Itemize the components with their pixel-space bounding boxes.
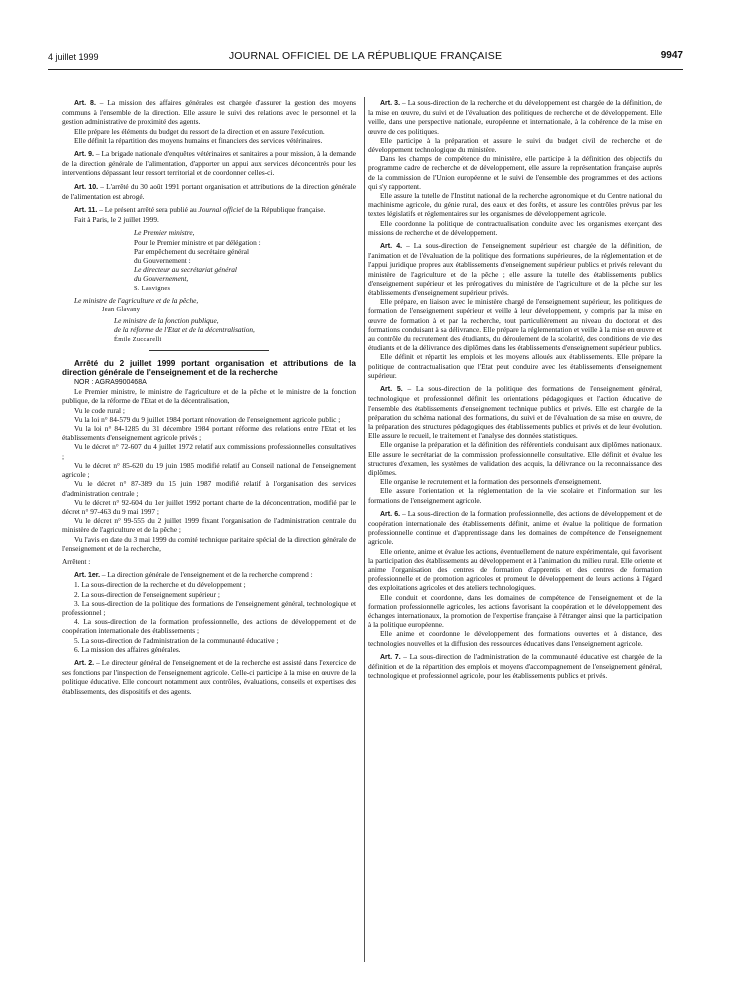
article-text: – La sous-direction de la politique des formations de l'enseignement général, technologique et professionnel définit les orientations pédagogiques et l'action éducative de l'ensemble des établissements d'enseignement technique publics et privés. Elle est chargée de la préparation du schéma national des formations, du suivi et de l'évaluation de sa mise en œuvre, de la préparation des structures pédagogiques des établissements publics et privés et de leur évolution. Elle assure le recueil, le traitement et l'analyse des données statistiques. (368, 384, 662, 441)
journal-name: Journal officiel (198, 205, 244, 215)
article-label: Art. 7. (380, 653, 401, 661)
article-label: Art. 5. (380, 386, 403, 394)
arrete-title: Arrêté du 2 juillet 1999 portant organisation et attributions de la direction générale de l'enseignement et de la recherche (62, 358, 356, 378)
art5-paragraph (368, 384, 662, 440)
preamble: Le Premier ministre, le ministre de l'agriculture et de la pêche et le ministre de la fonction publique, de la réforme de l'Etat et de la décentralisation, (62, 387, 356, 406)
paragraph: Elle conduit et coordonne, dans les domaines de compétence de l'enseignement et de la formation professionnelle agricoles, les actions favorisant la coopération et le développement des échanges internationaux, la promotion de l'expertise française à l'étranger ainsi que la participation à la politique européenne. (368, 592, 662, 630)
art10-paragraph (62, 182, 356, 201)
signatory-name: S. Lasvignes (134, 284, 171, 292)
header-page-number: 9947 (660, 50, 683, 61)
art11-paragraph (62, 205, 356, 215)
article-text: de la République française. (243, 205, 326, 215)
signature-line: Le directeur au secrétariat général (134, 265, 237, 275)
signature-block-fonction-publique (62, 316, 356, 344)
article-label: Art. 1er. (74, 572, 101, 580)
paragraph: Elle anime et coordonne le développement des formations ouvertes et à distance, des technologies nouvelles et la diffusion des ressources éducatives dans l'enseignement agricole. (368, 629, 662, 648)
article-label: Art. 4. (380, 243, 403, 251)
article-text: – La mission des affaires générales est chargée d'assurer la gestion des moyens communs à l'ensemble de la direction. Elle assure le suivi des relations avec le personnel et la gestion administrative de proximité des agents. (62, 98, 357, 127)
art6-paragraph (368, 509, 662, 547)
signature-line: du Gouvernement, (134, 274, 189, 284)
list-item: 3. La sous-direction de la politique des formations de l'enseignement général, technologique et professionnel ; (62, 598, 356, 617)
art7-paragraph (368, 652, 662, 681)
signature-line: Par empêchement du secrétaire général (134, 246, 249, 256)
paragraph: Dans les champs de compétence du ministère, elle participe à la définition des objectifs du programme cadre de recherche et de développement, elle assure la représentation française auprès de la commission de l'Union européenne et le suivi de l'ensemble des programmes et des actions qui s'y rapportent. (368, 154, 662, 191)
article-text: – La direction générale de l'enseignement et de la recherche comprend : (100, 570, 313, 580)
signature-block-premier-ministre (62, 228, 356, 292)
page-header (48, 50, 683, 66)
paragraph: Elle assure l'orientation et la réglementation de la vie scolaire et l'information sur les formations de l'enseignement agricole. (368, 486, 662, 505)
signatory-name: Émile Zuccarelli (114, 335, 162, 343)
list-item: 6. La mission des affaires générales. (74, 644, 181, 654)
paragraph: Elle prépare les éléments du budget du ressort de la direction et en assure l'exécution. (74, 126, 325, 136)
art1-paragraph (62, 570, 356, 580)
article-text: – La sous-direction de la formation professionnelle, des actions de développement et de coopération internationale des établissements définit, anime et évalue la politique de formation professionnelle continue et d'apprentissage dans les domaines de compétence de l'enseignement agricole. (368, 508, 662, 547)
article-label: Art. 11. (74, 207, 98, 215)
column-divider (364, 97, 365, 962)
visa: Vu le code rural ; (74, 405, 125, 415)
right-column (368, 98, 662, 680)
paragraph: Elle définit et répartit les emplois et les moyens alloués aux établissements. Elle prépare la politique de contractualisation que l'Etat peut conduire avec les établissements d'enseignement supérieur. (368, 352, 662, 380)
signature-line: Le ministre de l'agriculture et de la pêche, (74, 295, 199, 305)
visa: Vu le décret n° 92-604 du 1er juillet 1992 portant charte de la déconcentration, modifié par le décret n° 97-463 du 9 mai 1997 ; (62, 497, 356, 516)
art3-paragraph (368, 98, 662, 136)
paragraph: Elle oriente, anime et évalue les actions, éventuellement de nature expérimentale, qui favorisent la participation des établissements au développement et à l'animation du milieu rural. Elle oriente et anime l'organisation des centres de formation d'apprentis et des centres de formation professionnelle et de promotion agricoles et promeut le développement de leurs actions à l'égard des exploitations agricoles et des ateliers technologiques. (368, 546, 662, 593)
header-date: 4 juillet 1999 (48, 52, 99, 62)
visa: Vu le décret n° 99-555 du 2 juillet 1999 fixant l'organisation de l'administration centrale du ministère de l'agriculture et de la pêche ; (62, 516, 356, 535)
article-label: Art. 9. (74, 151, 94, 159)
signature-line: Le Premier ministre, (134, 228, 195, 238)
nor-reference: NOR : AGRA9900468A (74, 379, 147, 387)
article-label: Art. 2. (74, 659, 95, 667)
list-item: 4. La sous-direction de la formation professionnelle, des actions de développement et de coopération internationale des établissements ; (62, 617, 356, 636)
fait-a-paris: Fait à Paris, le 2 juillet 1999. (74, 215, 159, 225)
paragraph: Elle organise la préparation et la définition des référentiels conduisant aux diplômes nationaux. Elle assure le secrétariat de la commission professionnelle consultative. Elle définit et évalue les structures d'examen, les systèmes de validation des acquis, la délivrance ou la reconnaissance des diplômes. (368, 440, 662, 477)
visa: Vu la loi n° 84-1285 du 31 décembre 1984 portant réforme des relations entre l'Etat et les établissements d'enseignement agricole privés ; (62, 424, 356, 443)
art9-paragraph (62, 149, 356, 178)
section-separator (149, 350, 269, 351)
art4-paragraph (368, 241, 662, 297)
visa: Vu la loi n° 84-579 du 9 juillet 1984 portant rénovation de l'enseignement agricole public ; (74, 414, 341, 424)
signature-line: du Gouvernement : (134, 256, 191, 266)
signature-line: de la réforme de l'Etat et de la décentralisation, (114, 325, 255, 335)
article-text: – La brigade nationale d'enquêtes vétérinaires et sanitaires a pour mission, à la demande de la direction générale de l'alimentation, d'apporter un appui aux services déconcentrés pour les interventions dépassant leur ressort territorial et de coordonner celles-ci. (62, 149, 356, 178)
header-title: JOURNAL OFFICIEL DE LA RÉPUBLIQUE FRANÇAISE (228, 50, 503, 62)
header-rule (48, 69, 683, 70)
signature-block-agriculture (62, 296, 356, 314)
paragraph: Elle organise le recrutement et la formation des personnels d'enseignement. (380, 477, 602, 487)
article-label: Art. 3. (380, 100, 401, 107)
visa: Vu l'avis en date du 3 mai 1999 du comité technique paritaire spécial de la direction générale de l'enseignement et de la recherche, (62, 534, 356, 553)
list-item: 2. La sous-direction de l'enseignement supérieur ; (74, 589, 220, 599)
arretent: Arrêtent : (62, 556, 91, 566)
signature-line: Le ministre de la fonction publique, (114, 316, 219, 326)
paragraph: Elle coordonne la politique de contractualisation conduite avec les organismes exerçant des missions de recherche et de développement. (368, 218, 662, 237)
article-label: Art. 6. (380, 510, 401, 518)
visa: Vu le décret n° 87-389 du 15 juin 1987 modifié relatif à l'organisation des services d'administration centrale ; (62, 479, 356, 498)
signatory-name: Jean Glavany (102, 306, 141, 314)
paragraph: Elle participe à la préparation et assure le suivi du budget civil de recherche et de développement technologique du ministère. (368, 135, 662, 155)
article-text: – Le présent arrêté sera publié au (97, 205, 199, 215)
visa: Vu le décret n° 72-607 du 4 juillet 1972 relatif aux commissions professionnelles consultatives ; (62, 442, 356, 461)
article-text: – La sous-direction de l'enseignement supérieur est chargée de la définition, de l'animation et de l'évaluation de la politique des formations supérieures, de la réglementation et de l'appui juridique propres aux établissements d'enseignement supérieur publics et privés relevant du ministère de l'agriculture et de la pêche ; elle assure la tutelle des établissements publics d'enseignement supérieur et les prérogatives du ministère de l'agriculture et de la pêche sur les établissements d'enseignement supérieur privés. (368, 241, 662, 298)
signature-line: Pour le Premier ministre et par délégation : (134, 237, 261, 247)
article-label: Art. 8. (74, 100, 96, 107)
paragraph: Elle assure la tutelle de l'Institut national de la recherche agronomique et du Centre national du machinisme agricole, du génie rural, des eaux et des forêts, et assure les contrôles prévus par les textes législatifs et réglementaires sur les organismes de développement agricole. (368, 191, 662, 219)
article-text: – La sous-direction de l'administration de la communauté éducative est chargée de la définition et de la répartition des emplois et moyens d'accompagnement de l'enseignement général, technologique et professionnel agricole, pour les établissements publics et privés. (368, 651, 662, 681)
paragraph: Elle prépare, en liaison avec le ministère chargé de l'enseignement supérieur, les politiques de formation de l'enseignement supérieur et veille à leur développement, y compris par la mise en œuvre de formation à et par la recherche, tout particulièrement au niveau du doctorat et des formations conduisant à sa délivrance. Elle prépare la réglementation et veille à la mise en œuvre et au contrôle du recrutement des étudiants, du déroulement de la scolarité, des conditions de vie des étudiants et de la délivrance des diplômes dans les établissements d'enseignement supérieur publics. (368, 297, 662, 353)
article-text: – Le directeur général de l'enseignement et de la recherche est assisté dans l'exercice de ses fonctions par l'inspection de l'enseignement agricole. Celle-ci participe à la mise en œuvre de la politique éducative. Elle concourt notamment aux contrôles, évaluations, conseils et expertises des établissements, des dispositifs et des agents. (62, 657, 356, 696)
article-text: – L'arrêté du 30 août 1991 portant organisation et attributions de la direction générale de l'alimentation est abrogé. (62, 181, 356, 201)
article-label: Art. 10. (74, 183, 99, 191)
article-text: – La sous-direction de la recherche et du développement est chargée de la définition, de la mise en œuvre, du suivi et de l'évaluation des politiques de recherche et de développement. Elle veille, dans une perspective nationale, européenne et internationale, à la cohérence de la mise en œuvre de ces politiques. (368, 98, 662, 136)
paragraph: Elle définit la répartition des moyens humains et financiers des services vétérinaires. (74, 135, 323, 145)
left-column (62, 98, 356, 696)
art8-paragraph (62, 98, 356, 127)
art2-paragraph (62, 658, 356, 696)
list-item: 5. La sous-direction de l'administration de la communauté éducative ; (74, 635, 279, 645)
visa: Vu le décret n° 85-620 du 19 juin 1985 modifié relatif au Conseil national de l'enseignement agricole ; (62, 460, 356, 480)
list-item: 1. La sous-direction de la recherche et du développement ; (74, 580, 246, 590)
